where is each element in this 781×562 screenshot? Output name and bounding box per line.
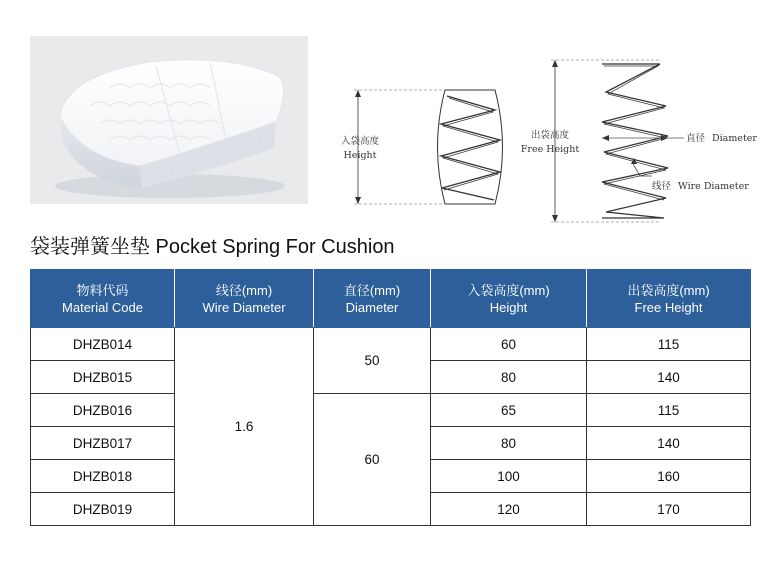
diameter-label-cn: 直径: [686, 133, 706, 144]
free-height-cell: 170: [587, 493, 751, 526]
height-cell: 120: [431, 493, 587, 526]
material-code-cell: DHZB018: [31, 460, 175, 493]
product-photo: [30, 36, 308, 204]
free-height-cell: 115: [587, 394, 751, 427]
diameter-label-en: Diameter: [712, 133, 757, 144]
wire-diameter-cell: 1.6: [175, 328, 314, 526]
height-cell: 65: [431, 394, 587, 427]
material-code-cell: DHZB016: [31, 394, 175, 427]
pocket-spring-drawing: [354, 90, 503, 204]
header-height: 入袋高度(mm) Height: [431, 270, 587, 328]
wire-label-cn: 线径: [652, 181, 672, 192]
material-code-cell: DHZB014: [31, 328, 175, 361]
material-code-cell: DHZB017: [31, 427, 175, 460]
spring-diagram: [330, 52, 760, 232]
height-label-cn: 入袋高度: [340, 136, 380, 147]
free-height-cell: 160: [587, 460, 751, 493]
material-code-cell: DHZB015: [31, 361, 175, 394]
free-height-cell: 115: [587, 328, 751, 361]
diameter-cell: 50: [314, 328, 431, 394]
table-header-row: [31, 270, 751, 328]
free-height-label-en: Free Height: [520, 144, 580, 155]
page-title: 袋装弹簧坐垫 Pocket Spring For Cushion: [30, 236, 395, 258]
free-height-label-cn: 出袋高度: [530, 130, 570, 141]
free-height-cell: 140: [587, 427, 751, 460]
free-spring-drawing: [551, 60, 684, 222]
free-height-cell: 140: [587, 361, 751, 394]
wire-label-en: Wire Diameter: [678, 181, 749, 192]
header-wire-diameter: 线径(mm) Wire Diameter: [175, 270, 314, 328]
table-row: [31, 328, 751, 361]
height-cell: 100: [431, 460, 587, 493]
header-material-code: 物料代码 Material Code: [31, 270, 175, 328]
diameter-cell: 60: [314, 394, 431, 526]
cushion-illustration: [30, 36, 308, 204]
height-label-en: Height: [343, 150, 377, 161]
header-diameter: 直径(mm) Diameter: [314, 270, 431, 328]
height-cell: 80: [431, 361, 587, 394]
spec-table: [30, 269, 751, 526]
height-cell: 60: [431, 328, 587, 361]
height-cell: 80: [431, 427, 587, 460]
material-code-cell: DHZB019: [31, 493, 175, 526]
header-free-height: 出袋高度(mm) Free Height: [587, 270, 751, 328]
table-row: [31, 394, 751, 427]
